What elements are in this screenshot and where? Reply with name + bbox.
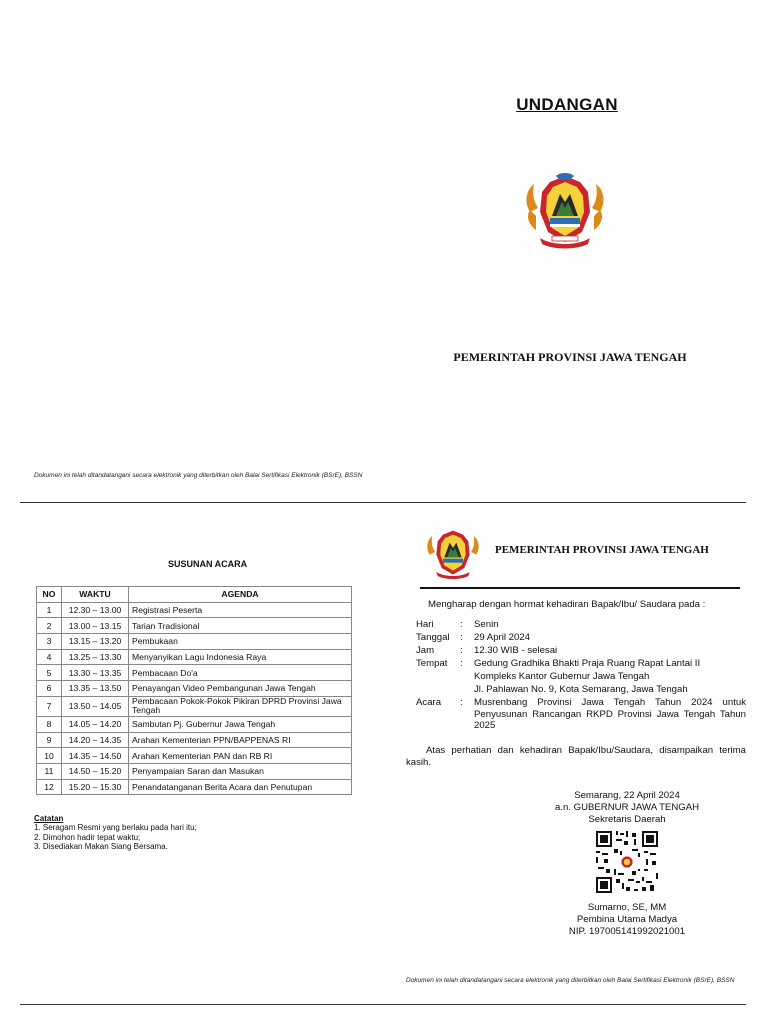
detail-value-acara: Musrenbang Provinsi Jawa Tengah Tahun 2024 untuk Penyusunan Rancangan RKPD Provinsi Jawa Tengah Tahun 2025 (474, 697, 746, 731)
program-title: SUSUNAN ACARA (168, 559, 248, 569)
header-rule (420, 587, 740, 589)
cover-footer-note: Dokumen ini telah ditandatangani secara elektronik yang diterbitkan oleh Balai Sertifikasi Elektronik (BSrE), BSSN (34, 472, 363, 479)
detail-value-tempat-line2: Kompleks Kantor Gubernur Jawa Tengah (474, 671, 650, 682)
detail-value-tempat-line3: Jl. Pahlawan No. 9, Kota Semarang, Jawa Tengah (474, 684, 688, 695)
detail-label-tanggal: Tanggal (416, 632, 450, 643)
table-row: 5 13.30 – 13.35 Pembacaan Do'a (37, 665, 352, 681)
signer-name: Sumarno, SE, MM (587, 902, 667, 913)
province-emblem-icon (522, 172, 608, 256)
table-row: 10 14.35 – 14.50 Arahan Kementerian PAN dan RB RI (37, 748, 352, 764)
detail-label-tempat: Tempat (416, 658, 448, 669)
detail-colon: : (460, 658, 463, 669)
table-row: 2 13.00 – 13.15 Tarian Tradisional (37, 618, 352, 634)
detail-label-hari: Hari (416, 619, 434, 630)
invitation-header: PEMERINTAH PROVINSI JAWA TENGAH (495, 544, 709, 556)
invitation-closing: Atas perhatian dan kehadiran Bapak/Ibu/Saudara, disampaikan terima kasih. (406, 745, 746, 768)
page-divider (20, 502, 746, 503)
invitation-opening: Mengharap dengan hormat kehadiran Bapak/Ibu/ Saudara pada : (428, 599, 706, 610)
detail-value-tempat: Gedung Gradhika Bhakti Praja Ruang Rapat Lantai II (474, 658, 701, 669)
note-item: 1. Seragam Resmi yang berlaku pada hari itu; (34, 823, 197, 833)
detail-value-tanggal: 29 April 2024 (474, 632, 531, 643)
detail-label-jam: Jam (416, 645, 435, 656)
qr-code-icon (594, 829, 660, 895)
signer-rank: Pembina Utama Madya (576, 914, 678, 925)
table-row: 3 13.15 – 13.20 Pembukaan (37, 634, 352, 650)
detail-colon: : (460, 645, 463, 656)
table-row: 1 12.30 – 13.00 Registrasi Peserta (37, 602, 352, 618)
notes-title: Catatan (34, 814, 64, 823)
table-row: 4 13.25 – 13.30 Menyanyikan Lagu Indonesia Raya (37, 649, 352, 665)
header-waktu: WAKTU (62, 587, 129, 603)
notes (34, 814, 197, 852)
signer-nip: NIP. 197005141992021001 (568, 926, 686, 937)
agenda-table (36, 586, 352, 795)
detail-value-jam: 12.30 WIB - selesai (474, 645, 558, 656)
table-row: 11 14.50 – 15.20 Penyampaian Saran dan Masukan (37, 763, 352, 779)
table-row: 6 13.35 – 13.50 Penayangan Video Pembangunan Jawa Tengah (37, 681, 352, 697)
detail-colon: : (460, 619, 463, 630)
cover-institution: PEMERINTAH PROVINSI JAWA TENGAH (453, 350, 687, 364)
header-agenda: AGENDA (129, 587, 352, 603)
cover-title: UNDANGAN (516, 95, 618, 114)
detail-label-acara: Acara (416, 697, 442, 708)
on-behalf: a.n. GUBERNUR JAWA TENGAH (554, 802, 700, 813)
detail-colon: : (460, 697, 463, 708)
note-item: 2. Dimohon hadir tepat waktu; (34, 832, 141, 842)
detail-colon: : (460, 632, 463, 643)
signer-position: Sekretaris Daerah (588, 814, 666, 825)
province-emblem-small-icon (424, 528, 482, 584)
detail-value-hari: Senin (474, 619, 499, 630)
table-row: 7 13.50 – 14.05 Pembacaan Pokok-Pokok Pikiran DPRD Provinsi Jawa Tengah (37, 696, 352, 716)
invitation-footer-note: Dokumen ini telah ditandatangani secara elektronik yang diterbitkan oleh Balai Sertifikasi Elektronik (BSrE), BSSN (406, 977, 735, 984)
place-date: Semarang, 22 April 2024 (574, 790, 680, 801)
header-no: NO (37, 587, 62, 603)
table-row: 12 15.20 – 15.30 Penandatanganan Berita Acara dan Penutupan (37, 779, 352, 795)
table-row: 9 14.20 – 14.35 Arahan Kementerian PPN/BAPPENAS RI (37, 732, 352, 748)
page-bottom-divider (20, 1004, 746, 1005)
note-item: 3. Disediakan Makan Siang Bersama. (34, 842, 168, 852)
table-row: 8 14.05 – 14.20 Sambutan Pj. Gubernur Jawa Tengah (37, 716, 352, 732)
